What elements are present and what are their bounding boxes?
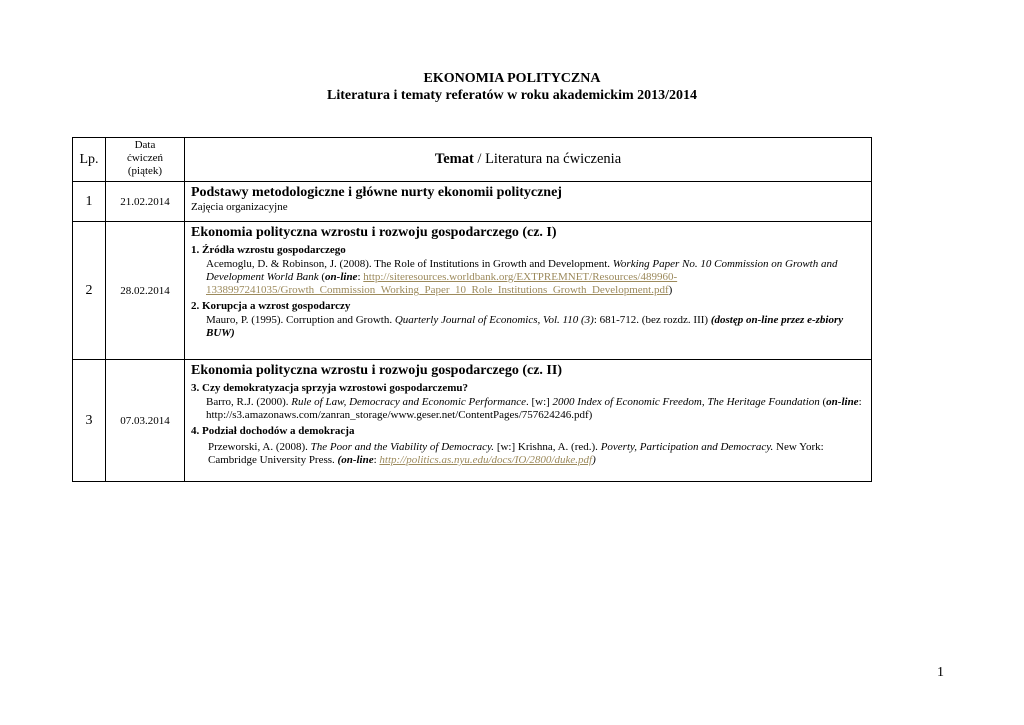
- row-number: 2: [73, 222, 106, 360]
- reference-source: Poverty, Participation and Democracy.: [600, 441, 774, 453]
- section-heading: 4. Podział dochodów a demokracja: [191, 425, 355, 437]
- reference-text: : http://s3.amazonaws.com/zanran_storage/www.geser.net/ContentPages/757624246.pdf): [206, 396, 862, 421]
- reference-text: ): [592, 454, 596, 466]
- header-topic-rest: / Literatura na ćwiczenia: [473, 151, 622, 167]
- online-label: on-line: [325, 271, 358, 283]
- reference-link[interactable]: http://siteresources.worldbank.org/EXTPREMNET/Resources/489960-1338997241035/Growth_Commission_Working_Paper_10_Role_Institutions_Growth_Development.pdf: [206, 271, 678, 296]
- row-topic: [185, 360, 872, 482]
- reference-source: The Poor and the Viability of Democracy.: [310, 441, 495, 453]
- reference-text: : 681-712. (bez rozdz. III): [593, 314, 711, 326]
- literature-table: [72, 137, 872, 482]
- header-date-line1: Data: [134, 139, 156, 151]
- header-date-line3: (piątek): [127, 165, 163, 177]
- row-date: 21.02.2014: [106, 182, 185, 222]
- header-topic: [185, 138, 872, 182]
- reference-source: Rule of Law, Democracy and Economic Performance: [291, 396, 526, 408]
- reference-link[interactable]: http://politics.as.nyu.edu/docs/IO/2800/duke.pdf: [379, 454, 593, 466]
- table-row: [73, 360, 872, 482]
- topic-title: Ekonomia polityczna wzrostu i rozwoju gospodarczego (cz. II): [191, 363, 562, 378]
- topic-title: Ekonomia polityczna wzrostu i rozwoju gospodarczego (cz. I): [191, 225, 557, 240]
- reference-text: . [w:]: [525, 396, 553, 408]
- reference-text: (: [318, 271, 326, 283]
- header-date-line2: ćwiczeń: [126, 152, 164, 164]
- row-topic: [185, 222, 872, 360]
- reference-text: Przeworski, A. (2008).: [208, 441, 311, 453]
- row-topic: [185, 182, 872, 222]
- reference-text: Mauro, P. (1995). Corruption and Growth.: [206, 314, 395, 326]
- reference-text: (: [819, 396, 827, 408]
- document-subtitle: Literatura i tematy referatów w roku akademickim 2013/2014: [326, 88, 698, 103]
- page-number: 1: [937, 665, 944, 680]
- reference-text: ): [668, 284, 673, 296]
- document-header: [0, 70, 1024, 104]
- reference-text: [w:] Krishna, A. (red.).: [494, 441, 601, 453]
- online-label: on-line: [826, 396, 859, 408]
- reference-text: New York: Cambridge University Press.: [208, 441, 824, 466]
- reference-source: Quarterly Journal of Economics, Vol. 110 (3): [394, 314, 594, 326]
- table-row: [73, 222, 872, 360]
- reference-text: Acemoglu, D. & Robinson, J. (2008). The Role of Institutions in Growth and Development.: [206, 258, 613, 270]
- section-heading: 2. Korupcja a wzrost gospodarczy: [191, 300, 351, 312]
- header-lp: Lp.: [73, 138, 106, 182]
- reference-text: :: [373, 454, 380, 466]
- document-title: EKONOMIA POLITYCZNA: [423, 71, 601, 86]
- table-header-row: [73, 138, 872, 182]
- reference-text: :: [357, 271, 364, 283]
- section-heading: 1. Źródła wzrostu gospodarczego: [191, 244, 346, 256]
- reference-source: 2000 Index of Economic Freedom, The Heritage Foundation: [552, 396, 820, 408]
- topic-note: Zajęcia organizacyjne: [191, 201, 288, 213]
- reference-source: Working Paper No. 10 Commission on Growth and Development World Bank: [206, 258, 838, 283]
- reference-entry: [191, 314, 865, 340]
- reference-entry: [191, 258, 865, 297]
- row-number: 1: [73, 182, 106, 222]
- row-date: 07.03.2014: [106, 360, 185, 482]
- row-date: 28.02.2014: [106, 222, 185, 360]
- reference-text: Barro, R.J. (2000).: [206, 396, 292, 408]
- access-note: (dostęp on-line przez e-zbiory BUW): [206, 314, 844, 339]
- section-heading: 3. Czy demokratyzacja sprzyja wzrostowi gospodarczemu?: [191, 382, 468, 394]
- reference-entry: [191, 441, 865, 467]
- table-row: [73, 182, 872, 222]
- topic-title: Podstawy metodologiczne i główne nurty ekonomii politycznej: [191, 185, 562, 200]
- header-topic-bold: Temat: [434, 151, 474, 167]
- row-number: 3: [73, 360, 106, 482]
- reference-entry: [191, 396, 865, 422]
- header-date: [106, 138, 185, 182]
- online-label: (on-line: [337, 454, 374, 466]
